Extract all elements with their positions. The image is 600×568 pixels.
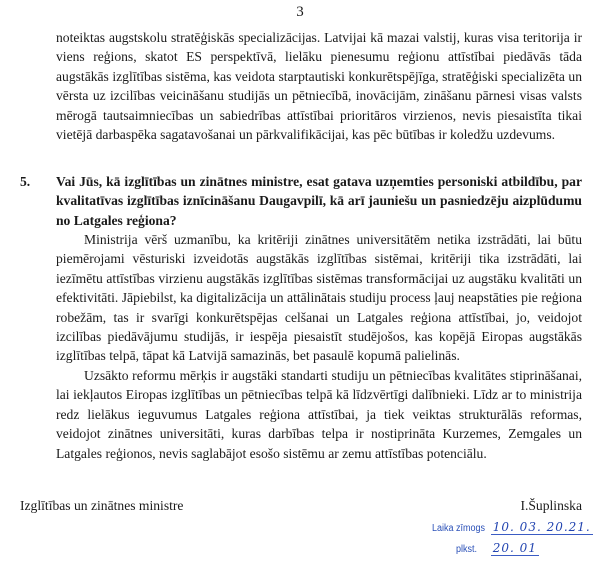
stamp-time-line — [456, 541, 593, 562]
stamp-date-label: Laika zīmogs — [432, 523, 486, 534]
intro-paragraph: noteiktas augstskolu stratēģiskās specializācijas. Latvijai kā mazai valstij, kuras visa teritorija ir viens reģions, skatot ES perspektīvā, lielāku pienesumu reģionu attīstībai piedāvās tāda augstākās izglītības sistēma, kas veidota starptautiski konkurētspējīga, stratēģiski specializēta un vērsta uz izcilības veicināšanu studijās un pētniecībā, inovācijām, zināšanu pārnesi visas valsts mērogā tautsaimniecības un sabiedrības attīstībai prioritāros virzienos, nevis piesaistīta tikai vietējā darbaspēka sagatavošanai un pārkvalifikācijai, kas pēc būtības ir koledžu uzdevums. — [56, 30, 582, 143]
stamp-time-value: 20. 01 — [492, 541, 537, 555]
time-stamp — [432, 520, 593, 562]
signature-title: Izglītības un zinātnes ministre — [20, 498, 184, 513]
signature-name: I.Šuplinska — [520, 498, 582, 513]
answer-paragraph-1: Ministrija vērš uzmanību, ka kritēriji zinātnes universitātēm netika izstrādāti, lai būtu piemērojami vēsturiski izveidotās augstākās izglītības sistēmai, kritēriji tika izstrādāti, lai iezīmētu attīstības virzienu augstākās izglītības sistēmas transformācijai uz augstāku kvalitāti un efektivitāti. Jāpiebilst, ka digitalizācija un attālinātais studiju process ļauj neapstāties pie reģiona robežām, tas ir svarīgi konkurētspējas celšanai un Latgales reģiona attīstībai, jo, veidojot izcilības piedāvājumu studijās, ir iespēja piesaistīt studējošos, kas kopējā Eiropas augstākās izglītības telpā, tāpat kā Latvijā samazinās, bet pasaulē kopumā palielinās. — [56, 232, 582, 364]
stamp-date-value: 10. 03. 20.21. — [492, 520, 591, 534]
question-text: Vai Jūs, kā izglītības un zinātnes ministre, esat gatava uzņemties personiski atbildību, par kvalitatīvas izglītības iznīcināšanu Daugavpilī, kā arī jauniešu un pasniedzēju aizplūdumu no Latgales reģiona? — [56, 174, 582, 228]
question-number: 5. — [20, 174, 31, 189]
stamp-date-line — [432, 520, 593, 541]
page-number: 3 — [296, 4, 304, 20]
answer-paragraph-2: Uzsākto reformu mērķis ir augstāki standarti studiju un pētniecības kvalitātes stiprināšanai, lai iekļautos Eiropas izglītības un pētniecības telpā kā līdzvērtīgi dalībnieki. Līdz ar to ministrija redz lielākus ieguvumus Latgales reģiona attīstībai, ja tiek veiktas strukturālās reformas, veidojot zinātnes universitāti, kuras darbības telpa ir nostiprināta Kurzemes, Zemgales un Latgales reģionos, nevis saglabājot esošo sistēmu ar zemu attīstības potenciālu. — [56, 368, 582, 461]
stamp-time-label: plkst. — [456, 544, 478, 555]
